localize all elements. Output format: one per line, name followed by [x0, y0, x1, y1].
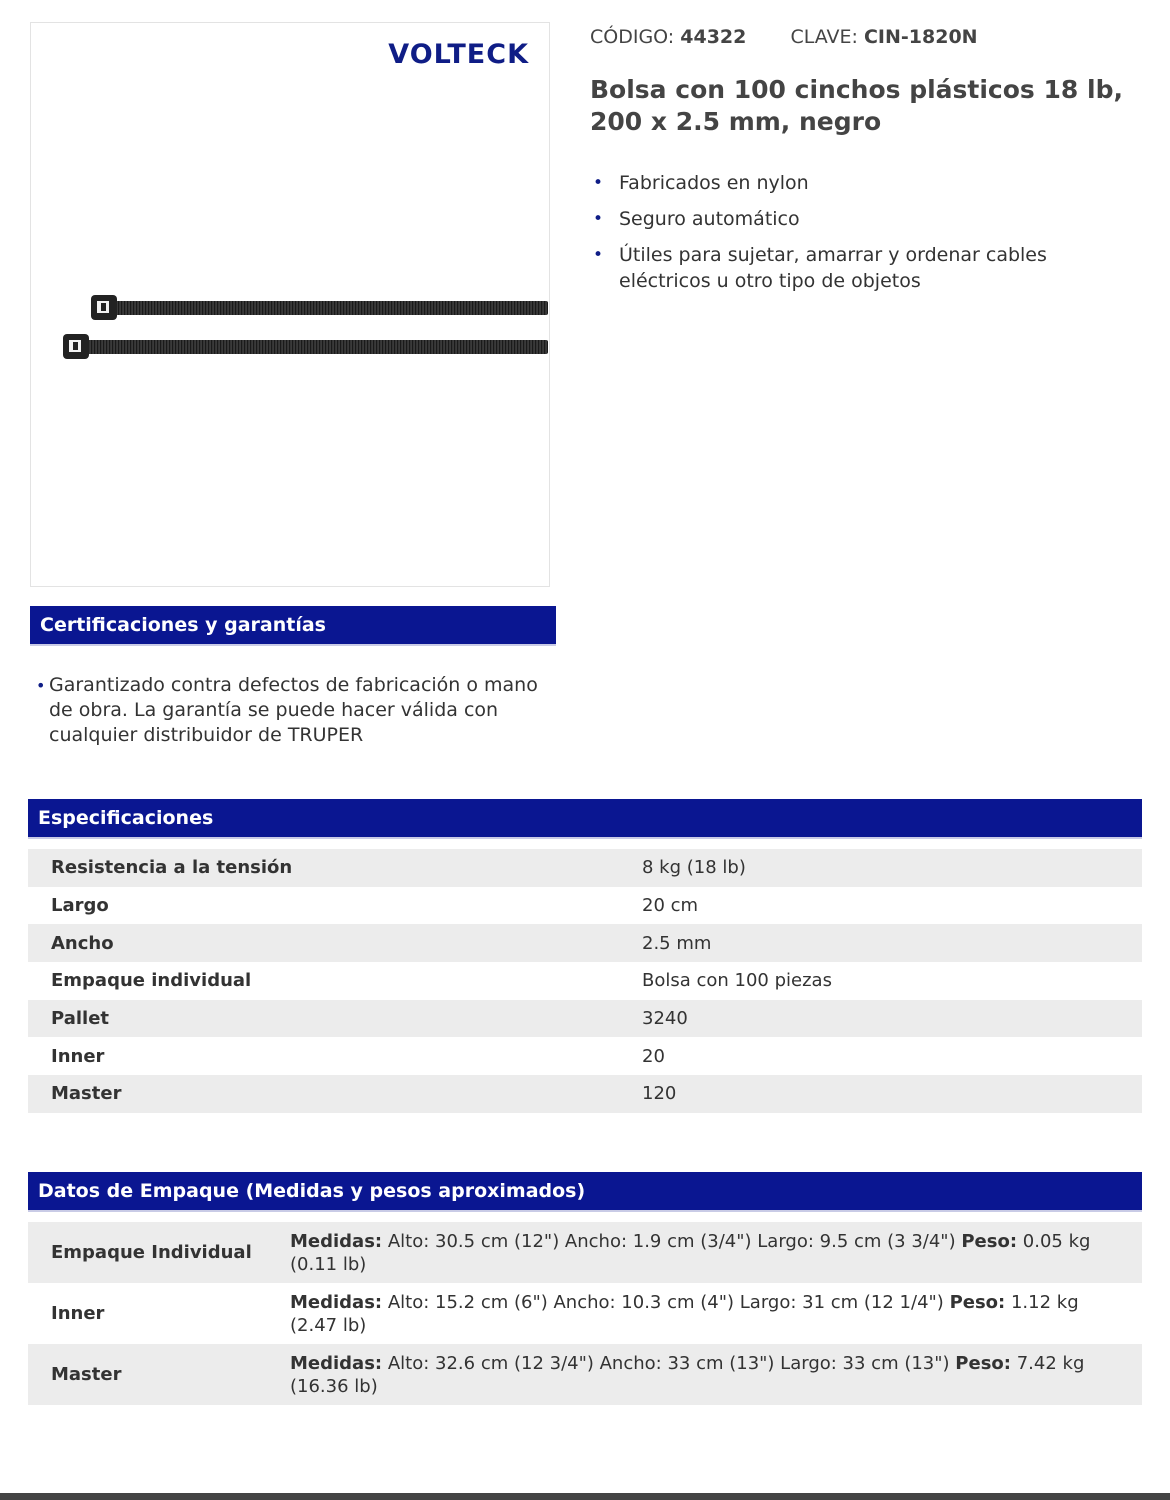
packaging-header: Datos de Empaque (Medidas y pesos aproximados): [28, 1172, 1142, 1212]
peso-label: Peso:: [955, 1352, 1011, 1374]
medidas-value: Alto: 32.6 cm (12 3/4") Ancho: 33 cm (13") Largo: 33 cm (13"): [387, 1352, 950, 1374]
product-title: Bolsa con 100 cinchos plásticos 18 lb, 200 x 2.5 mm, negro: [590, 75, 1123, 136]
table-row: [28, 924, 1142, 962]
certifications-text: Garantizado contra defectos de fabricación o mano de obra. La garantía se puede hacer válida con cualquier distribuidor de TRUPER: [49, 674, 538, 746]
spec-key: Ancho: [51, 932, 114, 954]
pack-value: [290, 1291, 1142, 1337]
spec-value: 120: [642, 1083, 677, 1105]
product-code-line: [590, 26, 978, 48]
spec-key: Empaque individual: [51, 970, 252, 992]
spec-value: 20: [642, 1045, 665, 1067]
feature-list: [590, 170, 1140, 304]
spec-key: Largo: [51, 895, 109, 917]
certifications-text-block: [36, 673, 546, 748]
spec-value: Bolsa con 100 piezas: [642, 970, 832, 992]
certifications-header: Certificaciones y garantías: [30, 606, 556, 646]
specifications-header: Especificaciones: [28, 799, 1142, 839]
brand-logo: VOLTECK: [388, 39, 529, 70]
key-value: CIN-1820N: [863, 26, 978, 48]
medidas-value: Alto: 15.2 cm (6") Ancho: 10.3 cm (4") Largo: 31 cm (12 1/4"): [387, 1291, 944, 1313]
spec-value: 2.5 mm: [642, 932, 712, 954]
cable-ties-image: [31, 283, 551, 393]
pack-value: [290, 1352, 1142, 1398]
medidas-label: Medidas:: [290, 1352, 383, 1374]
key-label: CLAVE:: [790, 26, 858, 48]
table-row: [28, 1075, 1142, 1113]
spec-value: 8 kg (18 lb): [642, 857, 746, 879]
table-row: [28, 849, 1142, 887]
medidas-label: Medidas:: [290, 1230, 383, 1252]
spec-key: Pallet: [51, 1008, 110, 1030]
spec-key: Master: [51, 1083, 122, 1105]
table-row: [28, 1344, 1142, 1405]
table-row: [28, 1283, 1142, 1344]
spec-value: 3240: [642, 1008, 688, 1030]
feature-item: • Fabricados en nylon: [590, 170, 1140, 196]
table-row: [28, 1037, 1142, 1075]
bottom-divider: [0, 1493, 1170, 1500]
product-image-panel: [30, 22, 550, 587]
bullet-icon: •: [36, 676, 46, 695]
spec-key: Inner: [51, 1045, 105, 1067]
pack-value: [290, 1230, 1142, 1276]
spec-key: Resistencia a la tensión: [51, 857, 293, 879]
pack-key: Master: [51, 1364, 122, 1385]
peso-value: 1.12 kg (2.47 lb): [290, 1291, 1079, 1336]
table-row: [28, 1222, 1142, 1283]
peso-value: 0.05 kg (0.11 lb): [290, 1230, 1091, 1275]
medidas-value: Alto: 30.5 cm (12") Ancho: 1.9 cm (3/4") Largo: 9.5 cm (3 3/4"): [387, 1230, 956, 1252]
feature-item: • Útiles para sujetar, amarrar y ordenar cables eléctricos u otro tipo de objetos: [590, 242, 1140, 294]
peso-label: Peso:: [949, 1291, 1006, 1313]
code-label: CÓDIGO:: [590, 26, 675, 48]
peso-value: 7.42 kg (16.36 lb): [290, 1352, 1085, 1397]
pack-key: Inner: [51, 1303, 105, 1324]
pack-key: Empaque Individual: [51, 1242, 252, 1263]
specifications-table: [28, 849, 1142, 1113]
table-row: [28, 1000, 1142, 1038]
code-value: 44322: [680, 26, 747, 48]
packaging-table: [28, 1222, 1142, 1405]
peso-label: Peso:: [961, 1230, 1018, 1252]
feature-item: • Seguro automático: [590, 206, 1140, 232]
medidas-label: Medidas:: [290, 1291, 383, 1313]
table-row: [28, 962, 1142, 1000]
spec-value: 20 cm: [642, 895, 699, 917]
table-row: [28, 887, 1142, 925]
